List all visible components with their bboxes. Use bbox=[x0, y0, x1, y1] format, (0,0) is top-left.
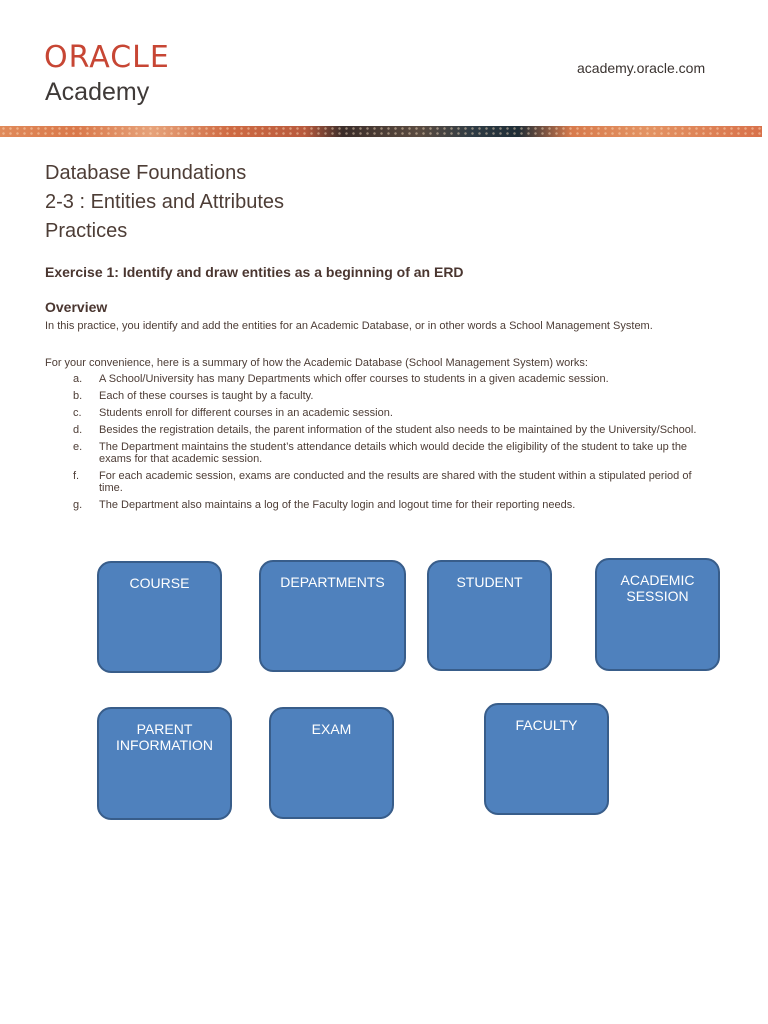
practices-title: Practices bbox=[45, 220, 128, 242]
summary-list bbox=[45, 373, 715, 516]
lesson-title: 2-3 : Entities and Attributes bbox=[45, 191, 285, 213]
course-title: Database Foundations bbox=[45, 162, 247, 184]
entity-parent-information[interactable] bbox=[97, 707, 232, 820]
list-item bbox=[45, 373, 715, 385]
entity-label-line2: INFORMATION bbox=[116, 737, 213, 753]
list-item-text: For each academic session, exams are conducted and the results are shared with the student within a stipulated period of time. bbox=[99, 470, 692, 494]
entity-label: FACULTY bbox=[515, 717, 578, 733]
list-item bbox=[45, 424, 715, 436]
oracle-logo: ORACLE bbox=[44, 40, 170, 75]
list-item bbox=[45, 470, 715, 494]
entity-label: STUDENT bbox=[456, 574, 523, 590]
list-marker: e. bbox=[73, 441, 83, 453]
list-marker: c. bbox=[73, 407, 82, 419]
entity-academic-session[interactable] bbox=[595, 558, 720, 671]
list-marker: g. bbox=[73, 499, 83, 511]
list-item-text: A School/University has many Departments which offer courses to students in a given academic session. bbox=[99, 373, 609, 385]
entity-label-line2: SESSION bbox=[626, 588, 689, 604]
list-marker: d. bbox=[73, 424, 83, 436]
entity-label-line1: PARENT bbox=[136, 721, 193, 737]
list-item-text: The Department also maintains a log of the Faculty login and logout time for their reporting needs. bbox=[99, 499, 576, 511]
entity-course[interactable] bbox=[97, 561, 222, 673]
entity-label: COURSE bbox=[129, 575, 190, 591]
list-item-text: Besides the registration details, the parent information of the student also needs to be maintained by the University/School. bbox=[99, 424, 697, 436]
academy-logo-text: Academy bbox=[45, 78, 150, 106]
entity-exam[interactable] bbox=[269, 707, 394, 819]
site-url[interactable]: academy.oracle.com bbox=[577, 60, 706, 76]
overview-heading: Overview bbox=[45, 299, 108, 315]
overview-text: In this practice, you identify and add the entities for an Academic Database, or in other words a School Management System. bbox=[45, 320, 653, 332]
entity-departments[interactable] bbox=[259, 560, 406, 672]
list-item bbox=[45, 499, 715, 511]
entity-label: EXAM bbox=[311, 721, 352, 737]
entity-faculty[interactable] bbox=[484, 703, 609, 815]
list-item bbox=[45, 441, 715, 465]
exercise-heading: Exercise 1: Identify and draw entities as a beginning of an ERD bbox=[45, 264, 464, 280]
summary-intro: For your convenience, here is a summary of how the Academic Database (School Management System) works: bbox=[45, 357, 588, 369]
list-item-text: Each of these courses is taught by a faculty. bbox=[99, 390, 314, 402]
list-item-text: The Department maintains the student’s attendance details which would decide the eligibility of the student to take up the exams for that academic session. bbox=[99, 441, 688, 465]
list-marker: a. bbox=[73, 373, 83, 385]
list-item-text: Students enroll for different courses in an academic session. bbox=[99, 407, 393, 419]
entity-student[interactable] bbox=[427, 560, 552, 671]
entity-label-line1: ACADEMIC bbox=[620, 572, 695, 588]
decorative-banner bbox=[0, 126, 762, 137]
entity-label: DEPARTMENTS bbox=[280, 574, 385, 590]
list-item bbox=[45, 390, 715, 402]
list-marker: b. bbox=[73, 390, 83, 402]
list-item bbox=[45, 407, 715, 419]
banner-pattern bbox=[0, 126, 762, 137]
list-marker: f. bbox=[73, 470, 80, 482]
